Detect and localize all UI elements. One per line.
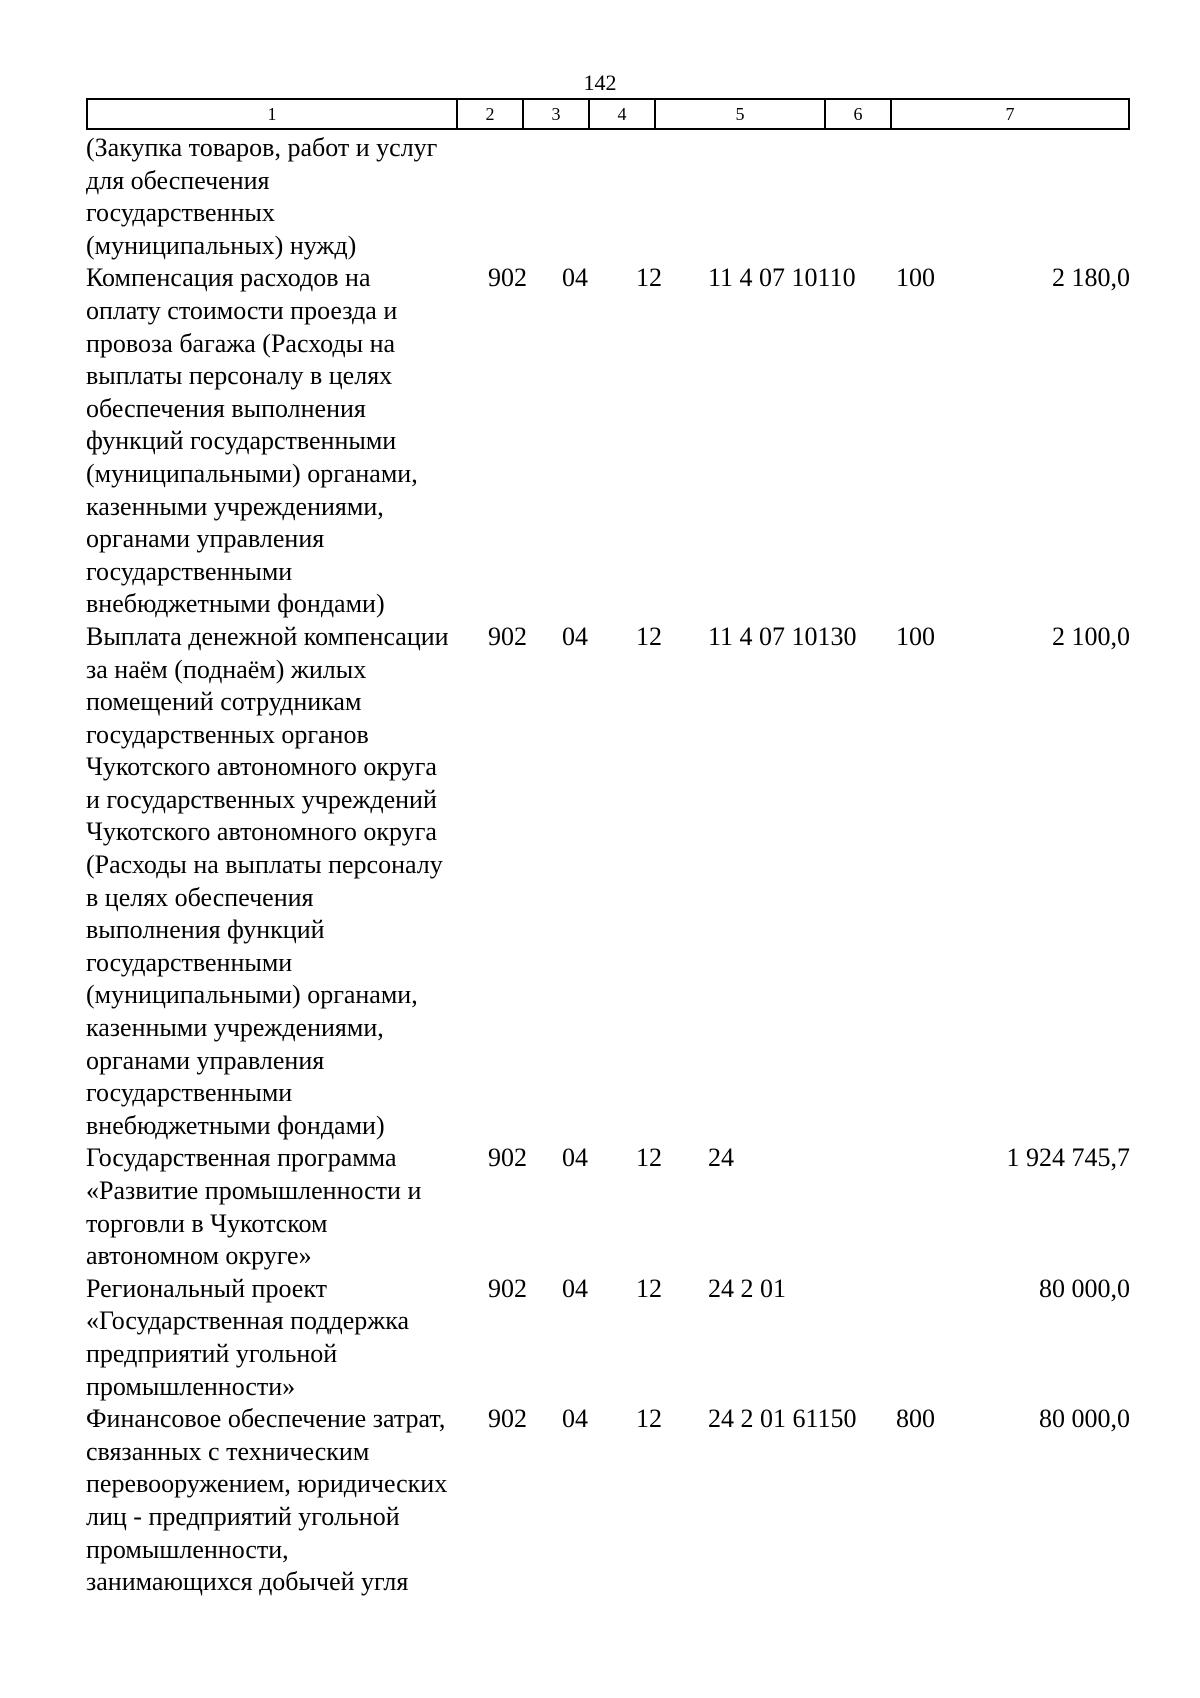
row-code-5: 11 4 07 10110 — [708, 263, 856, 293]
row-code-3: 04 — [562, 621, 588, 651]
row-code-5: 24 — [708, 1143, 734, 1173]
row-code-6: 100 — [896, 263, 935, 293]
row-code-3: 04 — [562, 1273, 588, 1303]
table-row — [86, 262, 1130, 621]
description-line: казенными учреждениями, — [86, 491, 384, 521]
row-code-2: 902 — [488, 1143, 527, 1173]
description-line: внебюджетными фондами) — [86, 589, 385, 619]
description-line: промышленности» — [86, 1371, 296, 1401]
header-col-1: 1 — [88, 100, 458, 128]
row-code-3: 04 — [562, 1143, 588, 1173]
description-line: Региональный проект — [86, 1273, 327, 1303]
row-code-3: 04 — [562, 263, 588, 293]
description-line: Государственная программа — [86, 1143, 397, 1173]
header-col-7: 7 — [1005, 103, 1015, 124]
header-col-6: 6 — [826, 100, 892, 128]
row-code-4: 12 — [636, 1404, 662, 1434]
description-line: государственными — [86, 556, 293, 586]
table-body — [86, 132, 1130, 1599]
row-amount: 80 000,0 — [1039, 1273, 1130, 1303]
table-header — [86, 98, 1130, 130]
description-line: государственными — [86, 1078, 293, 1108]
description-line: в целях обеспечения — [86, 882, 314, 912]
row-code-5: 24 2 01 61150 — [708, 1404, 857, 1434]
description-line: лиц - предприятий угольной — [86, 1501, 400, 1531]
description-line: выполнения функций — [86, 915, 325, 945]
description-line: Финансовое обеспечение затрат, — [86, 1404, 446, 1434]
row-description — [86, 132, 486, 262]
description-line: выплаты персоналу в целях — [86, 361, 393, 391]
description-line: связанных с техническим — [86, 1436, 370, 1466]
header-col-5: 5 — [656, 100, 826, 128]
row-code-2: 902 — [488, 1273, 527, 1303]
description-line: Чукотского автономного округа — [86, 817, 437, 847]
row-code-6: 100 — [896, 621, 935, 651]
description-line: внебюджетными фондами) — [86, 1110, 385, 1140]
description-line: функций государственными — [86, 426, 397, 456]
description-line: казенными учреждениями, — [86, 1013, 384, 1043]
description-line: органами управления — [86, 524, 325, 554]
description-line: занимающихся добычей угля — [86, 1567, 409, 1597]
row-description — [86, 1142, 486, 1272]
row-amount: 1 924 745,7 — [1006, 1143, 1130, 1173]
description-line: перевооружением, юридических — [86, 1469, 448, 1499]
header-col-2: 2 — [458, 100, 524, 128]
description-line: для обеспечения — [86, 165, 270, 195]
row-description — [86, 1403, 486, 1599]
row-description — [86, 621, 486, 1143]
table-row — [86, 1403, 1130, 1599]
row-code-6: 800 — [896, 1404, 935, 1434]
table-row — [86, 621, 1130, 1143]
description-line: автономном округе» — [86, 1241, 312, 1271]
row-code-3: 04 — [562, 1404, 588, 1434]
description-line: и государственных учреждений — [86, 784, 437, 814]
description-line: оплату стоимости проезда и — [86, 295, 398, 325]
row-amount: 80 000,0 — [1039, 1404, 1130, 1434]
row-description — [86, 1273, 486, 1403]
description-line: предприятий угольной — [86, 1338, 338, 1368]
description-line: (Закупка товаров, работ и услуг — [86, 133, 438, 162]
description-line: государственными — [86, 947, 293, 977]
description-line: обеспечения выполнения — [86, 393, 366, 423]
row-code-5: 24 2 01 — [708, 1273, 786, 1303]
description-line: (муниципальных) нужд) — [86, 230, 357, 260]
description-line: Компенсация расходов на — [86, 263, 371, 293]
row-code-2: 902 — [488, 621, 527, 651]
description-line: торговли в Чукотском — [86, 1208, 328, 1238]
description-line: провоза багажа (Расходы на — [86, 328, 396, 358]
row-code-4: 12 — [636, 1273, 662, 1303]
description-line: государственных — [86, 198, 275, 228]
description-line: «Государственная поддержка — [86, 1306, 410, 1336]
description-line: (Расходы на выплаты персоналу — [86, 850, 443, 880]
row-code-4: 12 — [636, 1143, 662, 1173]
description-line: «Развитие промышленности и — [86, 1176, 422, 1205]
table-row — [86, 1273, 1130, 1403]
description-line: государственных органов — [86, 719, 369, 749]
description-line: за наём (поднаём) жилых — [86, 654, 367, 684]
description-line: промышленности, — [86, 1534, 289, 1564]
row-code-2: 902 — [488, 1404, 527, 1434]
row-amount: 2 180,0 — [1052, 263, 1130, 293]
description-line: (муниципальными) органами, — [86, 980, 418, 1010]
header-col-3: 3 — [524, 100, 590, 128]
row-code-4: 12 — [636, 263, 662, 293]
description-line: органами управления — [86, 1045, 325, 1075]
table-row — [86, 132, 1130, 262]
description-line: Чукотского автономного округа — [86, 752, 437, 782]
description-line: помещений сотрудникам — [86, 687, 362, 717]
row-code-2: 902 — [488, 263, 527, 293]
description-line: Выплата денежной компенсации — [86, 621, 449, 651]
page-number: 142 — [583, 70, 617, 95]
row-amount: 2 100,0 — [1052, 621, 1130, 651]
row-code-4: 12 — [636, 621, 662, 651]
row-code-5: 11 4 07 10130 — [708, 621, 857, 651]
header-col-4: 4 — [590, 100, 656, 128]
row-description — [86, 262, 486, 621]
description-line: (муниципальными) органами, — [86, 458, 418, 488]
table-row — [86, 1142, 1130, 1272]
